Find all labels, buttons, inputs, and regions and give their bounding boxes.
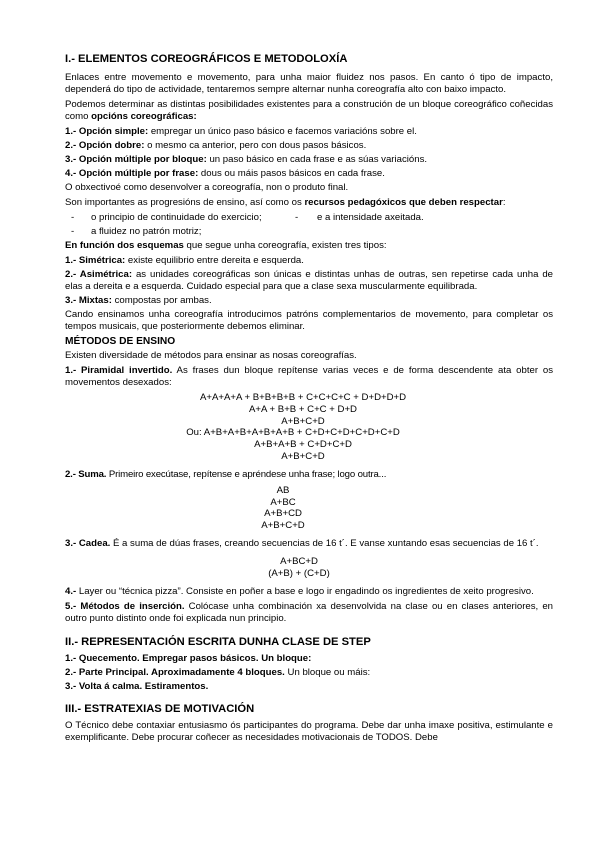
class-part-item: 3.- Volta á calma. Estiramentos. bbox=[65, 680, 209, 692]
bullet-row bbox=[65, 226, 553, 238]
formula-line: AB bbox=[276, 484, 290, 496]
paragraph-objective: O obxectivoé como desenvolver a coreografía, non o produto final. bbox=[65, 182, 349, 193]
formula-sum bbox=[13, 485, 553, 532]
bullet-row bbox=[65, 212, 553, 224]
paragraph-links: Enlaces entre movemento e movemento, para unha maior fluidez nos pasos. En canto ó tipo de impacto, dependerá do tipo de actividade, tentaremos sempre alternar nunha coreografía alto con baixo impacto. bbox=[65, 72, 553, 95]
type-item: 2.- Asimétrica: as unidades coreográficas son únicas e distintas unhas de outras, sen repetirse cada unha de elas a dereita e a esquerda. Cuidado especial para que a clase sexa muscularmente equilibrada. bbox=[65, 269, 553, 292]
paragraph-motivation: O Técnico debe contaxiar entusiasmo ós participantes do programa. Debe dar unha imaxe positiva, estimulante e exemplificante. Debe procurar coñecer as necesidades motivacionais de TODOS. Debe bbox=[65, 719, 553, 743]
section-1-title: I.- ELEMENTOS COREOGRÁFICOS E METODOLOXÍA bbox=[65, 53, 348, 65]
method-4: 4.- Layer ou “técnica pizza”. Consiste en poñer a base e logo ir engadindo os ingredientes de xeito progresivo. bbox=[65, 585, 534, 597]
paragraph-resources: Son importantes as progresións de ensino, así como os recursos pedagóxicos que deben respectar: bbox=[65, 197, 506, 208]
formula-line: A+B+A+B + C+D+C+D bbox=[254, 439, 352, 451]
method-1: 1.- Piramidal invertido. As frases dun bloque repítense varias veces e de forma descendente ata obter os movementos desexados: bbox=[65, 365, 553, 388]
methods-intro: Existen diversidade de métodos para ensinar as nosas coreografías. bbox=[65, 350, 357, 361]
method-5: 5.- Métodos de inserción. Colócase unha combinación xa desenvolvida na clase ou en clases anteriores, en outro punto distinto onde foi explicada nun principio. bbox=[65, 600, 553, 624]
paragraph-patterns: Cando ensinamos unha coreografía introducimos patróns complementarios de movemento, para completar os tempos musicais, que posteriormente debemos eliminar. bbox=[65, 309, 553, 332]
formula-line: A+A + B+B + C+C + D+D bbox=[249, 403, 357, 415]
formula-line: (A+B) + (C+D) bbox=[268, 567, 330, 579]
methods-title: MÉTODOS DE ENSINO bbox=[65, 336, 176, 347]
formula-line: Ou: A+B+A+B+A+B+A+B + C+D+C+D+C+D+C+D bbox=[186, 427, 400, 439]
bullet-item: - e a intensidade axeitada. bbox=[295, 212, 424, 223]
paragraph-schemes: En función dos esquemas que segue unha coreografía, existen tres tipos: bbox=[65, 240, 387, 251]
formula-chain bbox=[45, 556, 553, 580]
formula-line: A+A+A+A + B+B+B+B + C+C+C+C + D+D+D+D bbox=[199, 392, 407, 403]
formula-line: A+BC bbox=[270, 496, 296, 508]
formula-line: A+B+C+D bbox=[281, 415, 325, 427]
method-3: 3.- Cadea. É a suma de dúas frases, creando secuencias de 16 t´. E vanse xuntando esas secuencias de 16 t´. bbox=[65, 537, 539, 549]
option-item: 1.- Opción simple: empregar un único paso básico e facemos variacións sobre el. bbox=[65, 126, 417, 137]
option-item: 3.- Opción múltiple por bloque: un paso básico en cada frase e as súas variacións. bbox=[65, 154, 428, 165]
formula-line: A+BC+D bbox=[280, 555, 318, 567]
option-item: 4.- Opción múltiple por frase: dous ou máis pasos básicos en cada frase. bbox=[65, 168, 385, 179]
formula-line: A+B+C+D bbox=[281, 450, 325, 462]
formula-line: A+B+C+D bbox=[261, 520, 305, 532]
type-item: 1.- Simétrica: existe equilibrio entre dereita e esquerda. bbox=[65, 255, 304, 266]
section-2-title: II.- REPRESENTACIÓN ESCRITA DUNHA CLASE DE STEP bbox=[65, 635, 371, 648]
option-item: 2.- Opción dobre: o mesmo ca anterior, pero con dous pasos básicos. bbox=[65, 140, 367, 151]
formula-pyramid bbox=[53, 392, 553, 463]
class-part-item: 1.- Quecemento. Empregar pasos básicos. Un bloque: bbox=[65, 652, 312, 664]
type-item: 3.- Mixtas: compostas por ambas. bbox=[65, 295, 212, 306]
bullet-item: - a fluidez no patrón motriz; bbox=[71, 226, 202, 237]
formula-line: A+B+CD bbox=[264, 508, 302, 520]
class-part-item: 2.- Parte Principal. Aproximadamente 4 bloques. Un bloque ou máis: bbox=[65, 666, 371, 678]
method-2: 2.- Suma. Primeiro execútase, repítense e apréndese unha frase; logo outra... bbox=[65, 468, 387, 480]
bullet-item: - o principio de continuidade do exercicio; bbox=[71, 212, 262, 223]
paragraph-options-intro: Podemos determinar as distintas posibilidades existentes para a construción de un bloque coreográfico coñecidas como opcións coreográficas: bbox=[65, 99, 553, 122]
document-page bbox=[65, 53, 553, 747]
section-3-title: III.- ESTRATEXIAS DE MOTIVACIÓN bbox=[65, 702, 255, 715]
